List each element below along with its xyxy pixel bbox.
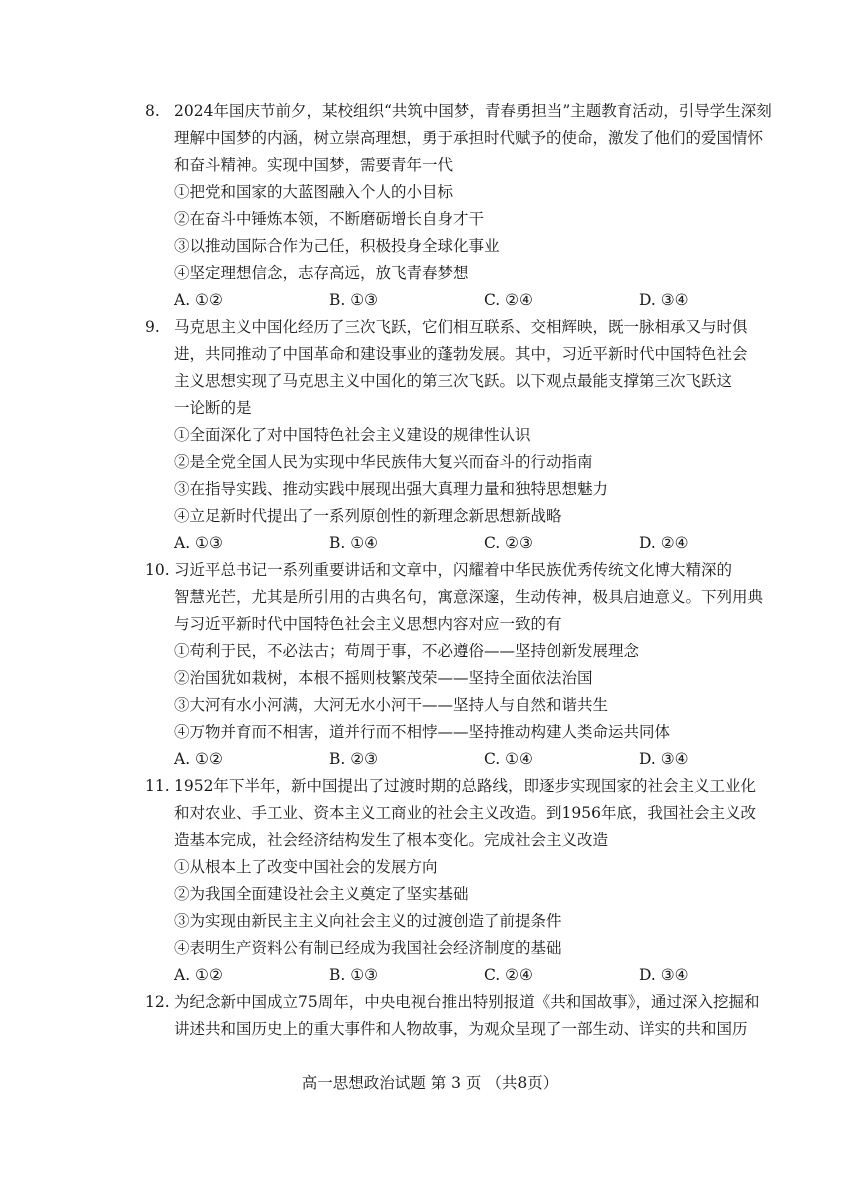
question-stem-text: 为纪念新中国成立75周年，中央电视台推出特别报道《共和国故事》，通过深入挖掘和 [174, 993, 760, 1011]
question-list [145, 98, 795, 1043]
answer-choice[interactable]: B. ①③ [329, 966, 379, 984]
answer-choices [145, 746, 795, 773]
answer-choice[interactable]: D. ③④ [639, 750, 689, 768]
statement-option: ③大河有水小河满，大河无水小河干——坚持人与自然和谐共生 [174, 696, 609, 714]
answer-choices [145, 530, 795, 557]
statement-option: ④坚定理想信念，志存高远，放飞青春梦想 [174, 264, 469, 282]
answer-choices [145, 962, 795, 989]
question-stem-line: 造基本完成，社会经济结构发生了根本变化。完成社会主义改造 [174, 831, 609, 849]
question-number: 11. [145, 777, 170, 795]
answer-choice[interactable]: B. ②③ [329, 750, 379, 768]
question-stem-text: 1952年下半年，新中国提出了过渡时期的总路线，即逐步实现国家的社会主义工业化 [174, 777, 756, 795]
statement-option: ④表明生产资料公有制已经成为我国社会经济制度的基础 [174, 939, 562, 957]
question-number: 12. [145, 993, 170, 1011]
statement-option: ③以推动国际合作为己任，积极投身全球化事业 [174, 237, 500, 255]
question-11 [145, 773, 795, 989]
question-10 [145, 557, 795, 773]
statement-option: ④万物并育而不相害，道并行而不相悖——坚持推动构建人类命运共同体 [174, 723, 671, 741]
statement-option: ③在指导实践、推动实践中展现出强大真理力量和独特思想魅力 [174, 480, 609, 498]
answer-choice[interactable]: D. ②④ [639, 534, 689, 552]
answer-choice[interactable]: B. ①④ [329, 534, 379, 552]
answer-choice[interactable]: A. ①③ [174, 534, 223, 552]
question-stem-line: 讲述共和国历史上的重大事件和人物故事，为观众呈现了一部生动、详实的共和国历 [174, 1020, 748, 1038]
question-stem-text: 马克思主义中国化经历了三次飞跃，它们相互联系、交相辉映，既一脉相承又与时俱 [174, 318, 748, 336]
question-9 [145, 314, 795, 557]
question-stem-first-line [145, 773, 795, 800]
question-8 [145, 98, 795, 314]
question-stem-text: 习近平总书记一系列重要讲话和文章中，闪耀着中华民族优秀传统文化博大精深的 [174, 561, 733, 579]
question-number: 8. [145, 102, 160, 120]
page-footer: 高一思想政治试题 第 3 页 （共8页） [301, 1074, 559, 1092]
question-number: 10. [145, 561, 170, 579]
question-stem-line: 与习近平新时代中国特色社会主义思想内容对应一致的有 [174, 615, 562, 633]
answer-choices [145, 287, 795, 314]
statement-option: ①全面深化了对中国特色社会主义建设的规律性认识 [174, 426, 531, 444]
question-stem-line: 进，共同推动了中国革命和建设事业的蓬勃发展。其中，习近平新时代中国特色社会 [174, 345, 748, 363]
answer-choice[interactable]: B. ①③ [329, 291, 379, 309]
question-stem-first-line [145, 314, 795, 341]
statement-option: ③为实现由新民主主义向社会主义的过渡创造了前提条件 [174, 912, 562, 930]
statement-option: ②为我国全面建设社会主义奠定了坚实基础 [174, 885, 469, 903]
answer-choice[interactable]: C. ②④ [484, 291, 533, 309]
statement-option: ①从根本上了改变中国社会的发展方向 [174, 858, 438, 876]
answer-choice[interactable]: A. ①② [174, 750, 223, 768]
question-stem-first-line [145, 557, 795, 584]
question-stem-line: 智慧光芒，尤其是所引用的古典名句，寓意深邃，生动传神，极具启迪意义。下列用典 [174, 588, 764, 606]
statement-option: ②在奋斗中锤炼本领，不断磨砺增长自身才干 [174, 210, 485, 228]
question-stem-first-line [145, 98, 795, 125]
answer-choice[interactable]: D. ③④ [639, 966, 689, 984]
answer-choice[interactable]: C. ①④ [484, 750, 533, 768]
statement-option: ①苟利于民，不必法古；苟周于事，不必遵俗——坚持创新发展理念 [174, 642, 640, 660]
statement-option: ②是全党全国人民为实现中华民族伟大复兴而奋斗的行动指南 [174, 453, 593, 471]
question-stem-line: 和对农业、手工业、资本主义工商业的社会主义改造。到1956年底，我国社会主义改 [174, 804, 756, 822]
question-stem-line: 一论断的是 [174, 399, 252, 417]
question-number: 9. [145, 318, 160, 336]
question-stem-line: 和奋斗精神。实现中国梦，需要青年一代 [174, 156, 454, 174]
answer-choice[interactable]: C. ②③ [484, 534, 533, 552]
question-stem-line: 理解中国梦的内涵，树立崇高理想，勇于承担时代赋予的使命，激发了他们的爱国情怀 [174, 129, 764, 147]
answer-choice[interactable]: C. ②④ [484, 966, 533, 984]
question-stem-text: 2024年国庆节前夕，某校组织“共筑中国梦，青春勇担当”主题教育活动，引导学生深刻 [174, 102, 772, 120]
question-12 [145, 989, 795, 1043]
statement-option: ①把党和国家的大蓝图融入个人的小目标 [174, 183, 454, 201]
question-stem-line: 主义思想实现了马克思主义中国化的第三次飞跃。以下观点最能支撑第三次飞跃这 [174, 372, 733, 390]
answer-choice[interactable]: A. ①② [174, 966, 223, 984]
statement-option: ④立足新时代提出了一系列原创性的新理念新思想新战略 [174, 507, 562, 525]
answer-choice[interactable]: A. ①② [174, 291, 223, 309]
answer-choice[interactable]: D. ③④ [639, 291, 689, 309]
question-stem-first-line [145, 989, 795, 1016]
statement-option: ②治国犹如栽树，本根不摇则枝繁茂荣——坚持全面依法治国 [174, 669, 593, 687]
